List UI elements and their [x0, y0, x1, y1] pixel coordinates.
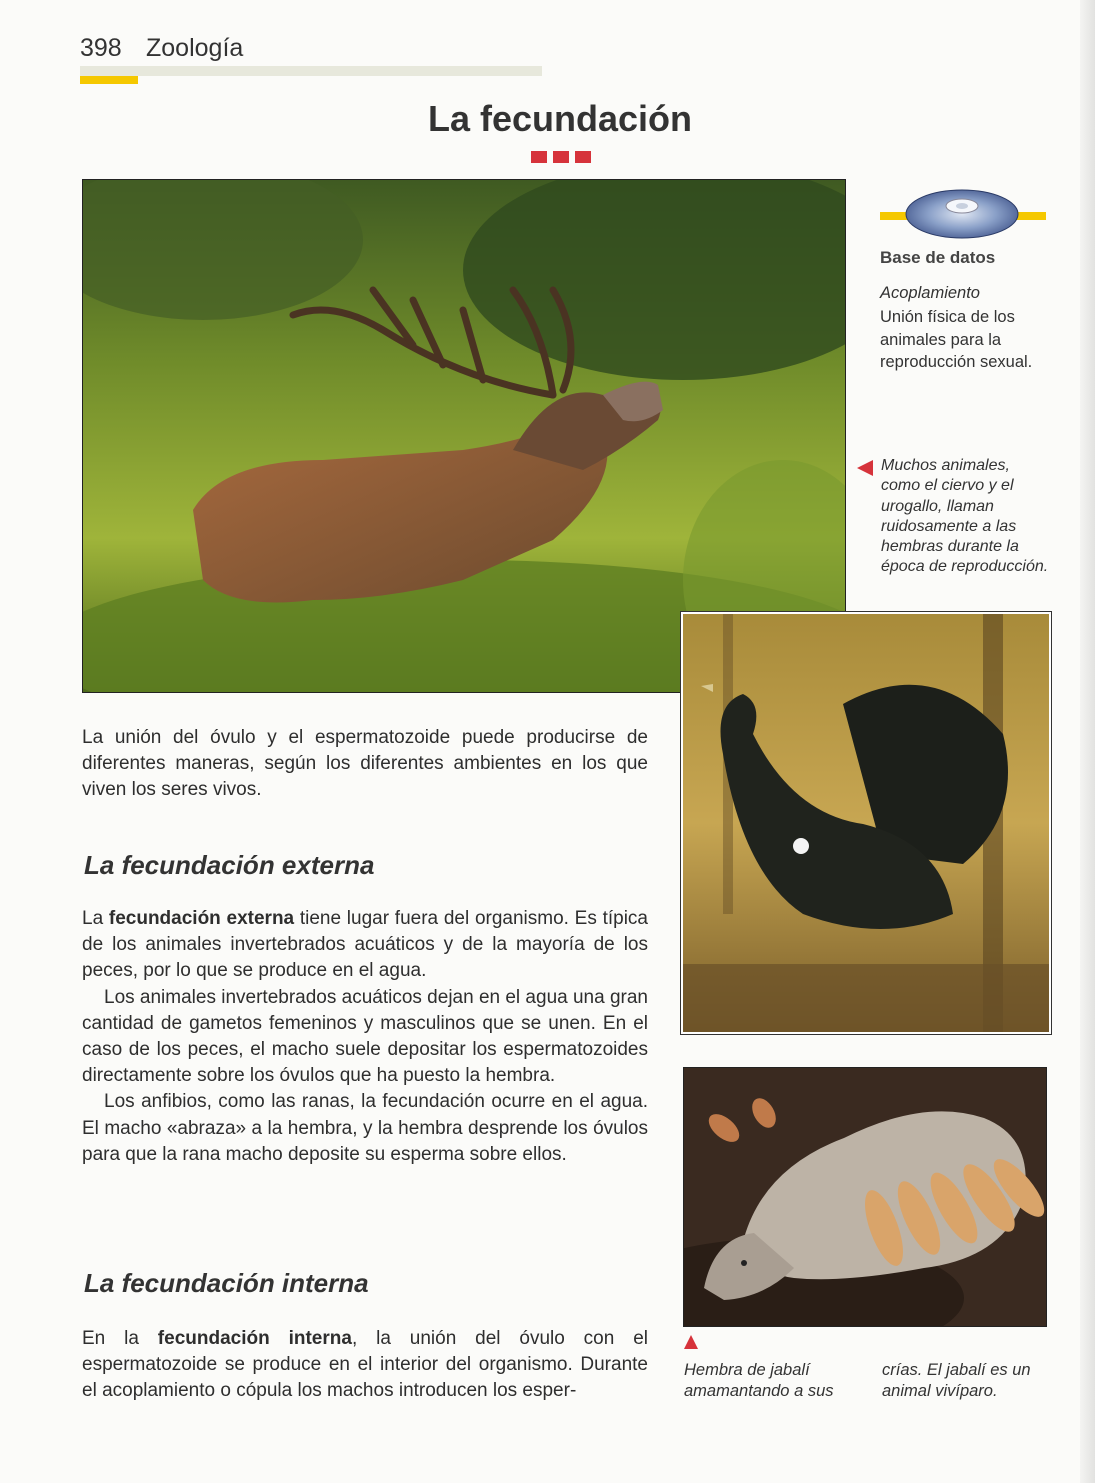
header-rule-accent	[80, 76, 138, 84]
internal-p1-term: fecundación interna	[157, 1328, 352, 1349]
internal-p1	[82, 1326, 648, 1405]
external-p1-pre: La	[82, 908, 109, 929]
external-fertilization-text	[82, 906, 648, 1168]
boar-photo	[683, 1067, 1047, 1327]
section-name: Zoología	[146, 34, 244, 62]
external-p3: Los anfibios, como las ranas, la fecundación ocurre en el agua. El macho «abraza» a la hembra, y la hembra desprende los óvulos para que la rana macho deposite su esperma sobre ellos.	[82, 1091, 648, 1165]
cd-icon	[904, 188, 1020, 240]
heading-external-fertilization: La fecundación externa	[84, 850, 375, 880]
intro-text: La unión del óvulo y el espermatozoide puede producirse de diferentes maneras, según los diferentes ambientes en los que viven los seres vivos.	[82, 727, 648, 801]
sidebar-term: Acoplamiento	[880, 284, 980, 302]
heading-internal-fertilization: La fecundación interna	[84, 1268, 369, 1298]
page-title: La fecundación	[427, 98, 693, 139]
title-decoration	[531, 151, 597, 164]
external-p1	[82, 906, 648, 985]
external-p2: Los animales invertebrados acuáticos dejan en el agua una gran cantidad de gametos femeninos y masculinos que se unen. En el caso de los peces, el macho suele depositar los espermatozoides directamente sobre los óvulos que ha puesto la hembra.	[82, 986, 648, 1087]
sidebar-definition: Unión física de los animales para la reproducción sexual.	[880, 308, 1033, 371]
external-p1-term: fecundación externa	[108, 908, 295, 929]
internal-p1-post: , la unión del óvulo con el espermatozoide se produce en el interior del organismo. Durante el acoplamiento o cópula los machos introducen los esper-	[82, 1328, 648, 1402]
internal-fertilization-text	[82, 1326, 648, 1405]
caption-pointer-up-icon	[684, 1335, 698, 1349]
caption-pointer-icon	[857, 460, 873, 476]
intro-paragraph	[82, 725, 648, 804]
boar-caption-part1: Hembra de jabalí amamantando a sus	[684, 1361, 834, 1400]
sidebar-title: Base de datos	[880, 248, 996, 267]
page-edge	[1080, 0, 1095, 1483]
external-p1-post: tiene lugar fuera del organismo. Es típica de los animales invertebrados acuáticos y de la mayoría de los peces, por lo que se produce en el agua.	[82, 908, 648, 982]
grouse-photo	[681, 612, 1051, 1034]
deer-caption: Muchos animales, como el ciervo y el urogallo, llaman ruidosamente a las hembras durante la época de reproducción.	[881, 457, 1049, 576]
boar-caption-part2: crías. El jabalí es un animal vivíparo.	[882, 1361, 1031, 1400]
page-number: 398	[80, 34, 122, 62]
internal-p1-pre: En la	[82, 1328, 158, 1349]
header-rule	[80, 66, 542, 76]
